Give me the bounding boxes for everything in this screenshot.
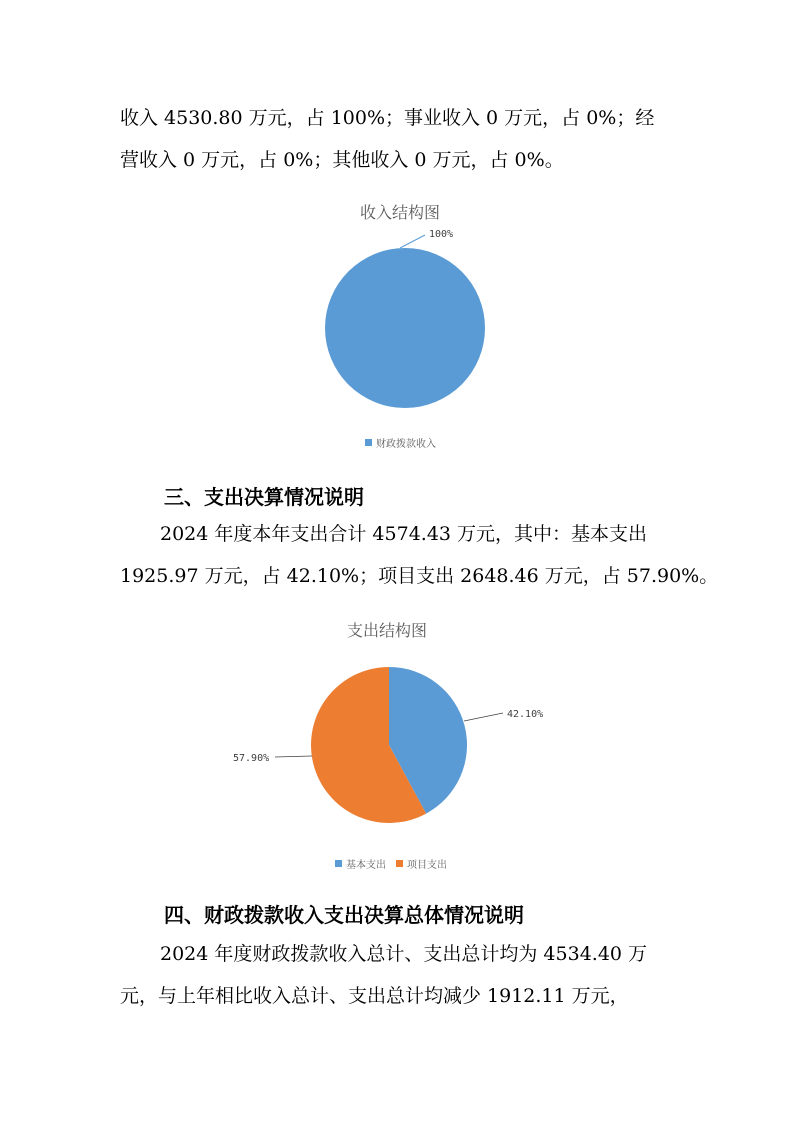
income-pie-chart: [300, 220, 500, 420]
expense-legend: [335, 856, 447, 871]
expense-pie-chart: [220, 650, 580, 840]
expense-paragraph-line-2: 1925.97 万元，占 42.10%；项目支出 2648.46 万元，占 57.90%。: [120, 565, 719, 587]
income-legend: [365, 435, 436, 450]
expense-leader-line-basic: [464, 713, 503, 721]
fiscal-paragraph-line-1: 2024 年度财政拨款收入总计、支出总计均为 4534.40 万: [160, 943, 648, 965]
income-chart-title: 收入结构图: [360, 203, 441, 222]
expense-data-label-project: 57.90%: [233, 753, 270, 764]
expense-data-label-basic: 42.10%: [507, 709, 544, 720]
legend-item-project: [396, 856, 447, 871]
section-4-heading: 四、财政拨款收入支出决算总体情况说明: [164, 903, 524, 927]
legend-label-project: 项目支出: [407, 860, 447, 871]
expense-leader-line-project: [275, 756, 312, 757]
expense-chart-title: 支出结构图: [347, 621, 428, 640]
legend-item-fiscal: [365, 435, 436, 450]
legend-swatch-fiscal: [365, 439, 372, 446]
fiscal-paragraph-line-2: 元，与上年相比收入总计、支出总计均减少 1912.11 万元，: [120, 985, 629, 1007]
income-data-label-0: 100%: [429, 229, 454, 240]
legend-item-basic: [335, 856, 386, 871]
income-paragraph-line-2: 营收入 0 万元，占 0%；其他收入 0 万元，占 0%。: [120, 149, 564, 171]
income-pie-slice-0: [325, 248, 485, 408]
legend-swatch-project: [396, 860, 403, 867]
income-paragraph-line-1: 收入 4530.80 万元，占 100%；事业收入 0 万元，占 0%；经: [120, 107, 655, 129]
income-leader-line: [400, 235, 425, 248]
section-3-heading: 三、支出决算情况说明: [164, 485, 364, 509]
legend-label-basic: 基本支出: [346, 860, 386, 871]
legend-label-fiscal: 财政拨款收入: [376, 439, 436, 450]
expense-paragraph-line-1: 2024 年度本年支出合计 4574.43 万元，其中：基本支出: [160, 523, 648, 545]
legend-swatch-basic: [335, 860, 342, 867]
